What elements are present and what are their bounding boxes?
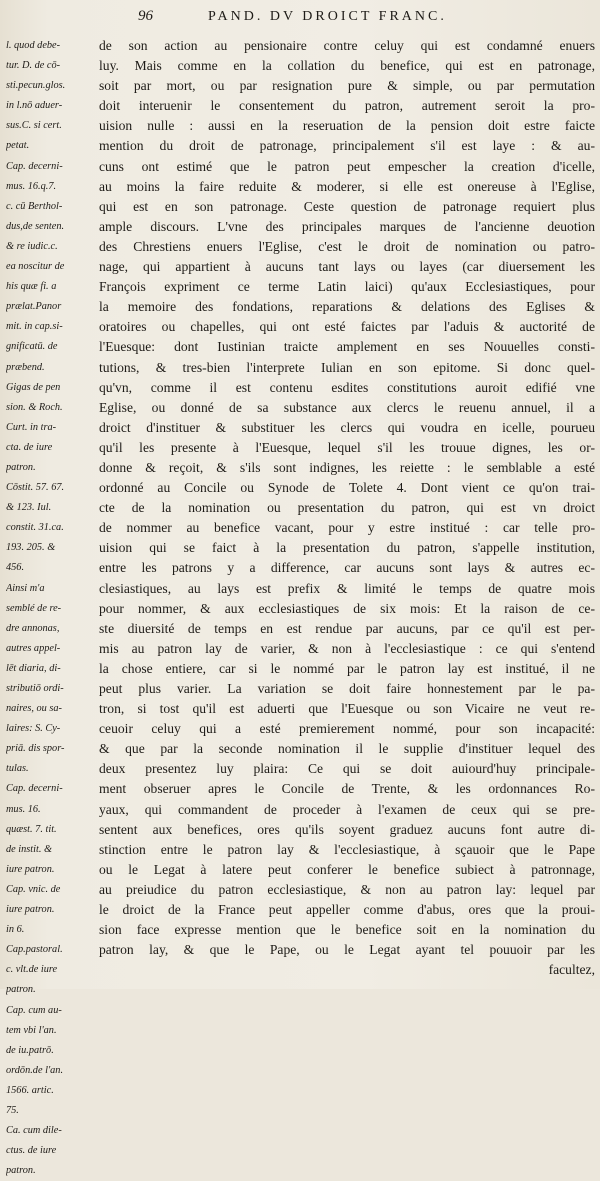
margin-note-line: c. cū Berthol- [6,200,63,212]
margin-note-line: sion. & Roch. [6,401,63,413]
body-text-line: cuns ont estimé que le patron peut empescher la creation d'icelle, [99,158,595,174]
margin-note-line: mus. 16.q.7. [6,180,57,192]
margin-note-line: in l.nō aduer- [6,100,63,112]
body-text-line: de nommer au benefice vacant, pour y estre institué : car telle pro- [99,520,595,536]
margin-note-line: his quæ fi. a [6,281,57,293]
body-text-line: patron lay, & que le Pape, ou le Legat ayant tel pouuoir par les [99,942,595,958]
page-number: 96 [138,8,153,24]
body-text-line: tron, si tost qu'il est aduerti que l'Euesque ou son Vicaire ne veut re- [99,701,595,717]
margin-note-line: semblé de re- [6,602,62,614]
margin-note-line: 1566. artic. [6,1084,54,1096]
margin-note-line: gnificatū. de [6,341,58,353]
body-text-line: & que par la seconde nomination il le supplie d'instituer lequel des [99,741,595,757]
margin-note-line: de instit. & [6,843,53,855]
page-header [30,6,580,30]
body-text-line: uision nulle : aussi en la reseruation de la pension doit estre faicte [99,118,595,134]
body-text-line: des Chrestiens enuers l'Eglise, c'est le droit de nomination ou patro- [99,238,595,254]
margin-note-line: naires, ou sa- [6,703,62,715]
body-text-line: de son action au pensionaire contre celuy qui est condamné enuers [99,38,595,53]
margin-note-line: Gigas de pen [6,381,61,393]
margin-note-line: Ainsi m'a [6,582,45,594]
body-text-line: l'Euesque: dont Iustinian traicte amplement en ses Nouuelles consti- [99,339,595,355]
body-text-line: uision qui se faict à la presentation du patron, s'appelle institution, [99,540,595,556]
body-text-line: qu'il les presente à l'Euesque, lequel s'il les trouue dignes, les or- [99,439,595,455]
body-text-line: sion face expresse mention que le benefice soit en la nomination du [99,922,595,938]
margin-note-line: Cap. decerni- [6,783,63,795]
margin-note-line: 193. 205. & [6,542,56,554]
margin-note-line: petat. [6,140,30,152]
margin-note-line: mus. 16. [6,803,41,815]
body-text-line: ou le Legat à latere peut conferer le benefice subiect à patronnage, [99,861,595,877]
body-text-line: yaux, qui commandent de proceder à l'examen de ceux qui se pre- [99,801,595,817]
body-text-line: luy. Mais comme en la collation du benefice, qui est en patronage, [99,58,595,74]
margin-note-line: tulas. [6,763,29,775]
body-text-line: entre les patrons y a difference, car aucuns sont lays & autres ec- [99,560,595,576]
margin-note-line: autres appel- [6,642,61,654]
margin-note-line: patron. [6,1165,36,1177]
margin-note-line: Ca. cum dile- [6,1125,62,1137]
margin-note-line: Curt. in tra- [6,421,57,433]
margin-note-line: Cap. cum au- [6,1004,62,1016]
body-text-line: pour nommer, & aux ecclesiastiques de six mois: Et la raison de ce- [99,600,595,616]
body-text-line: la memoire des fondations, reparations & delations des Eglises & [99,299,595,315]
body-text-line: la chose entiere, car si le nommé par le patron lay est institué, il ne [99,660,595,676]
margin-note-line: & re iudic.c. [6,240,58,252]
body-text-line: qu'vn, comme il est contenu esdites constitutions auroit edifié vne [99,379,595,395]
body-text-line: clesiastiques, au lays est prefix & limité le temps de quatre mois [99,580,595,596]
margin-note-line: iure patron. [6,863,55,875]
body-text-line: mis au patron lay de varier, & non à l'ecclesiastique : ce qui s'entend [99,640,595,656]
body-text-line: qui est en son patronage. Ceste question de patronage requiert plus [99,198,595,214]
body-text-line: sentent aux benefices, ores qu'ils soyent graduez aucuns font autre di- [99,821,595,837]
margin-note-line: laires: S. Cy- [6,723,61,735]
margin-note-line: stributiō ordi- [6,683,64,694]
margin-note-line: præbend. [6,361,45,373]
margin-note-line: dre annonas, [6,622,60,634]
body-text-line: doit interuenir le consentement du patron, autrement seroit la pro- [99,98,595,114]
margin-note-line: Cap. decerni- [6,160,63,172]
margin-note-line: constit. 31.ca. [6,522,64,534]
margin-note-line: Cap.pastoral. [6,944,63,956]
body-text-line: ste diuersité de temps en est rendue par aucuns, par ce qu'il est per- [99,620,595,636]
body-text-line: ment obseruer apres le Concile de Trente, & les ordonnances Ro- [99,781,595,797]
margin-note-line: cta. de iure [6,441,53,453]
margin-note-line: iure patron. [6,904,55,916]
margin-note-line: c. vlt.de iure [6,964,58,976]
body-text-line: tutions, & tres-bien l'interprete Iulian en son epitome. Si donc quel- [99,359,595,375]
body-text-line: cte de la nomination ou presentation du patron, qui est vn droict [99,500,595,516]
margin-notes-column [6,36,98,1181]
body-text-line: au moins la faire reduite & moderer, si elle est onereuse à l'Eglise, [99,178,595,194]
margin-note-line: 456. [6,562,25,574]
body-text-line: oratoires ou chapelles, qui ont esté faictes par l'aduis & auctorité de [99,319,595,335]
body-text-line: deux presentez luy plaira: Ce qui se doit auiourd'huy principale- [99,761,595,777]
margin-note-line: tem vbi l'an. [6,1024,57,1036]
margin-note-line: sus.C. si cert. [6,120,62,132]
body-text-line: nage, qui appartient à aucuns tant lays ou layes (car diuersement les [99,259,595,275]
body-text-line: le droict de la France peut appeller comme d'abus, ores que la proui- [99,902,595,918]
body-text-line: au preiudice du patron ecclesiastique, & non au patron lay: lequel par [99,881,595,897]
margin-note-line: Cōstit. 57. 67. [6,482,65,494]
margin-note-line: ea noscitur de [6,261,65,273]
margin-note-line: mit. in cap.si- [6,321,63,333]
running-title: PAND. DV DROICT FRANC. [208,9,447,24]
margin-note-line: ctus. de iure [6,1145,57,1157]
body-text-line: ample discours. L'vne des principales marques de l'ancienne deuotion [99,218,595,234]
margin-note-line: patron. [6,984,36,996]
body-text-line: soit par mort, ou par resignation pure & simple, ou par permutation [99,78,595,94]
margin-note-line: in 6. [6,924,25,936]
margin-note-line: patron. [6,461,36,473]
margin-note-line: dus,de senten. [6,220,65,232]
margin-note-line: tur. D. de cō- [6,60,61,72]
body-text-line: facultez, [548,962,595,978]
margin-note-line: prælat.Panor [6,301,62,313]
body-text-line: François expriment ce terme Latin laici) qu'aux Ecclesiastiques, pour [99,279,595,295]
margin-note-line: ordōn.de l'an. [6,1064,64,1076]
body-text-line: ceuoir celuy qui a esté premierement nommé, pour son incapacité: [99,721,595,737]
margin-note-line: 75. [6,1104,19,1116]
margin-note-line: quæst. 7. tit. [6,823,57,835]
body-text-line: ordonné au Concile ou Synode de Tolete 4. Dont vient ce qu'on trai- [99,480,595,496]
body-text-line: droict d'instituer & substituer les clercs qui voudra en icelle, pourueu [99,419,595,435]
margin-note-line: l. quod debe- [6,40,61,51]
body-text-line: peut plus varier. La variation se doit faire honnestement par le pa- [99,681,595,696]
body-text-line: Eglise, ou donné de sa substance aux clercs le reuenu annuel, il a [99,399,595,415]
margin-note-line: de iu.patrō. [6,1044,54,1056]
body-text-line: donne & reçoit, & s'ils sont indignes, les reiette : le semblable a esté [99,459,595,475]
main-text-column [99,36,595,980]
margin-note-line: & 123. Iul. [6,502,52,514]
margin-note-line: sti.pecun.glos. [6,80,66,92]
body-text-line: stinction entre le patron lay & l'ecclesiastique, à sçauoir que le Pape [99,841,595,857]
body-text-line: mention du droit de patronage, principalement s'il est laye : & au- [99,138,595,154]
margin-note-line: Cap. vnic. de [6,883,61,895]
margin-note-line: priā. dis spor- [6,743,65,755]
margin-note-line: lēt diaria, di- [6,662,61,674]
